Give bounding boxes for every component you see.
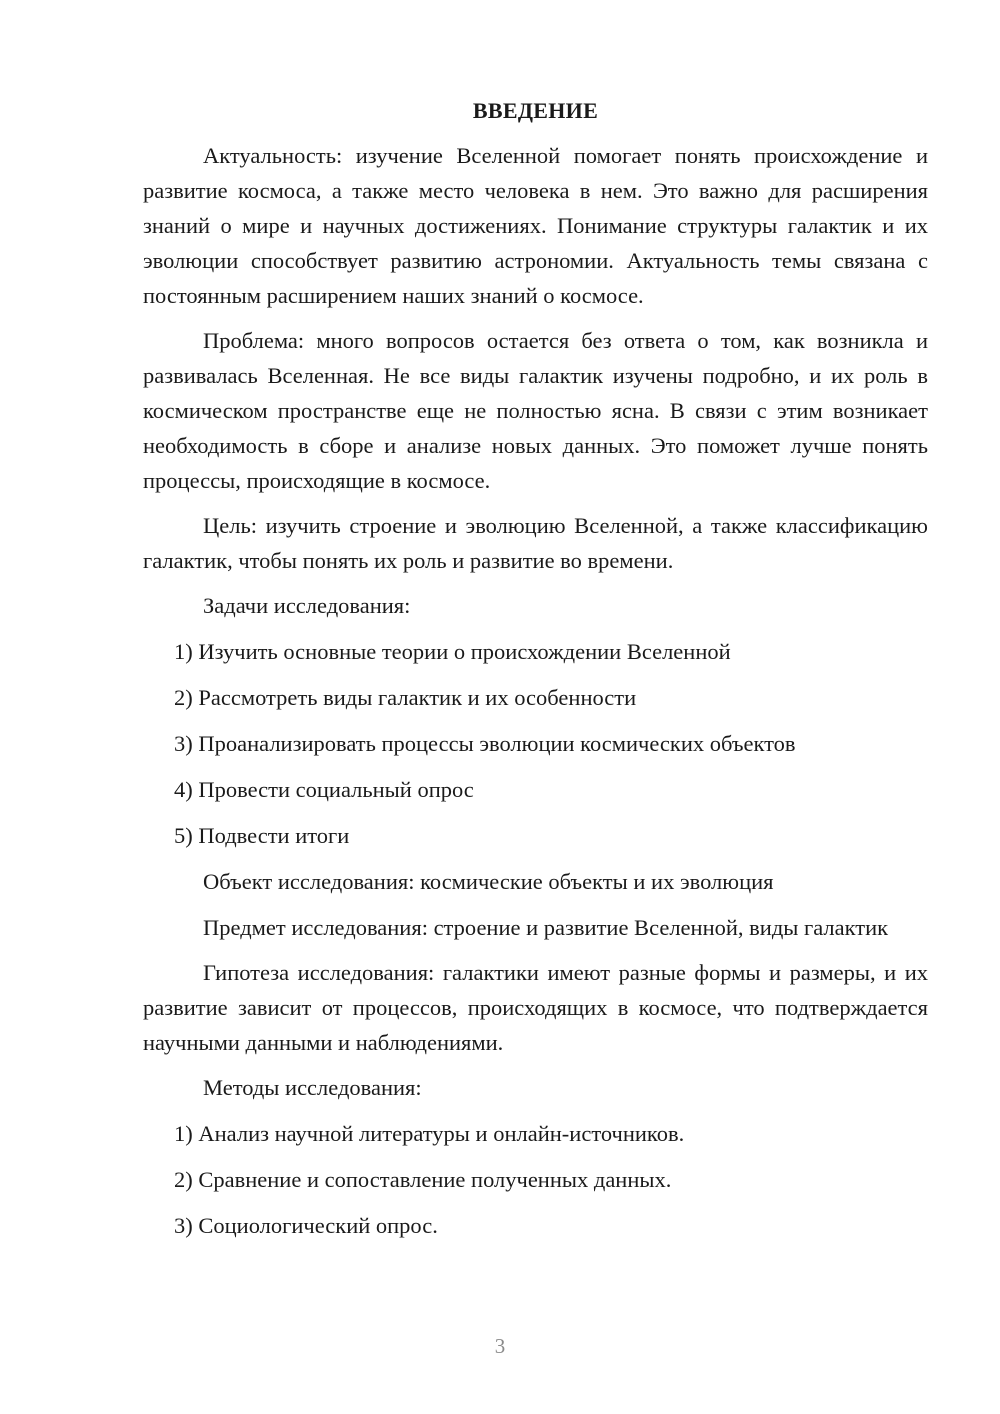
hypothesis-paragraph: Гипотеза исследования: галактики имеют разные формы и размеры, и их развитие зависит от процессов, происходящих в космосе, что подтверждается научными данными и наблюдениями. xyxy=(143,960,928,1055)
object-line: Объект исследования: космические объекты и их эволюция xyxy=(203,869,774,894)
list-item: 1) Анализ научной литературы и онлайн-источников. xyxy=(174,1121,685,1146)
list-item: 5) Подвести итоги xyxy=(174,823,350,848)
page-number: 3 xyxy=(494,1334,506,1358)
subject-paragraph: Предмет исследования: строение и развитие Вселенной, виды галактик xyxy=(203,915,889,940)
problem-paragraph: Проблема: много вопросов остается без ответа о том, как возникла и развивалась Вселенная. Не все виды галактик изучены подробно, и их роль в космическом пространстве еще не полностью ясна. В связи с этим возникает необходимость в сборе и анализе новых данных. Это поможет лучше понять процессы, происходящие в космосе. xyxy=(143,328,928,493)
list-item: 4) Провести социальный опрос xyxy=(174,777,474,802)
methods-list xyxy=(143,1116,928,1243)
list-item: 2) Сравнение и сопоставление полученных данных. xyxy=(174,1167,672,1192)
goal-paragraph: Цель: изучить строение и эволюцию Вселенной, а также классификацию галактик, чтобы понять их роль и развитие во времени. xyxy=(143,513,928,573)
page-title: ВВЕДЕНИЕ xyxy=(472,98,599,123)
methods-heading: Методы исследования: xyxy=(203,1075,422,1100)
list-item: 1) Изучить основные теории о происхождении Вселенной xyxy=(174,639,731,664)
list-item: 3) Проанализировать процессы эволюции космических объектов xyxy=(174,731,796,756)
relevance-paragraph: Актуальность: изучение Вселенной помогает понять происхождение и развитие космоса, а также место человека в нем. Это важно для расширения знаний о мире и научных достижениях. Понимание структуры галактик и их эволюции способствует развитию астрономии. Актуальность темы связана с постоянным расширением наших знаний о космосе. xyxy=(143,143,928,308)
document-page xyxy=(143,96,928,1254)
list-item: 3) Социологический опрос. xyxy=(174,1213,438,1238)
list-item: 2) Рассмотреть виды галактик и их особенности xyxy=(174,685,637,710)
tasks-heading: Задачи исследования: xyxy=(203,593,411,618)
tasks-list xyxy=(143,634,928,853)
